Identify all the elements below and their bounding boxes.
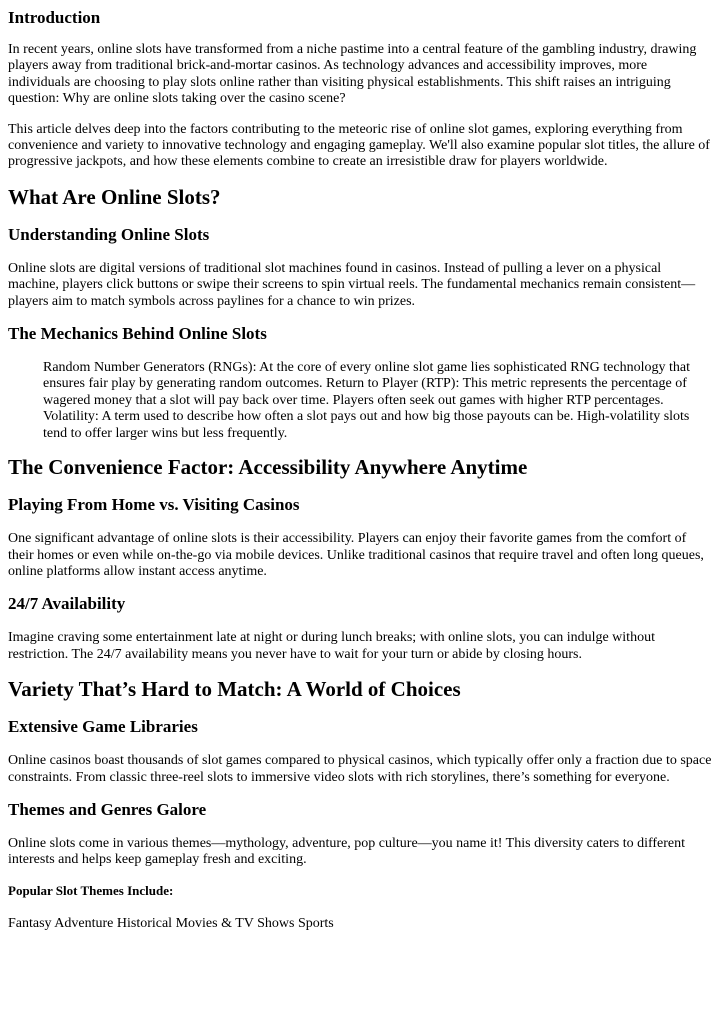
subheading-game-libraries: Extensive Game Libraries [8,717,198,737]
paragraph-popular-themes-list: Fantasy Adventure Historical Movies & TV Shows Sports [8,915,334,931]
subheading-popular-themes: Popular Slot Themes Include: [8,882,174,898]
paragraph-game-libraries: Online casinos boast thousands of slot games compared to physical casinos, which typically offer only a fraction due to space constraints. From classic three-reel slots to immersive video slots with rich storylines, there’s something for everyone. [8,753,712,785]
subheading-playing-from-home: Playing From Home vs. Visiting Casinos [8,495,300,515]
heading-variety: Variety That’s Hard to Match: A World of Choices [8,677,461,702]
heading-introduction: Introduction [8,8,101,27]
paragraph-intro-1: In recent years, online slots have transformed from a niche pastime into a central feature of the gambling industry, drawing players away from traditional brick-and-mortar casinos. As technology advances and accessibility improves, more individuals are choosing to play slots online rather than visiting physical establishments. This shift raises an intriguing question: Why are online slots taking over the casino scene? [8,42,697,107]
paragraph-themes-genres: Online slots come in various themes—mythology, adventure, pop culture—you name it! This diversity caters to different interests and helps keep gameplay fresh and exciting. [8,835,686,868]
heading-convenience: The Convenience Factor: Accessibility Anywhere Anytime [8,455,528,480]
subheading-understanding: Understanding Online Slots [8,224,210,244]
paragraph-playing-from-home: One significant advantage of online slots is their accessibility. Players can enjoy their favorite games from the comfort of their homes or even while on-the-go via mobile devices. Unlike traditional casinos that require travel and often long queues, online platforms allow instant access anytime. [8,531,704,579]
subheading-themes-genres: Themes and Genres Galore [8,799,207,819]
subheading-mechanics: The Mechanics Behind Online Slots [8,324,267,344]
paragraph-understanding: Online slots are digital versions of traditional slot machines found in casinos. Instead of pulling a lever on a physical machine, players click buttons or swipe their screens to spin virtual reels. The fundamental mechanics remain consistent—players aim to match symbols across paylines for a chance to win prizes. [8,260,696,309]
heading-what-are-online-slots: What Are Online Slots? [8,184,221,209]
paragraph-intro-2: This article delves deep into the factors contributing to the meteoric rise of online slot games, exploring everything from convenience and variety to innovative technology and engaging gameplay. We'll also examine popular slot titles, the allure of progressive jackpots, and how these elements combine to create an irresistible draw for players worldwide. [8,121,710,170]
article [0,8,720,932]
blockquote-mechanics: Random Number Generators (RNGs): At the core of every online slot game lies sophisticated RNG technology that ensures fair play by generating random outcomes. Return to Player (RTP): This metric represents the percentage of wagered money that a slot will pay back over time. Players often seek out games with higher RTP percentages. Volatility: A term used to describe how often a slot pays out and how big those payouts can be. High-volatility slots tend to offer larger wins but less frequently. [43,360,690,441]
subheading-availability: 24/7 Availability [8,594,126,614]
paragraph-availability: Imagine craving some entertainment late at night or during lunch breaks; with online slots, you can indulge without restriction. The 24/7 availability means you never have to wait for your turn or abide by closing hours. [8,630,655,662]
